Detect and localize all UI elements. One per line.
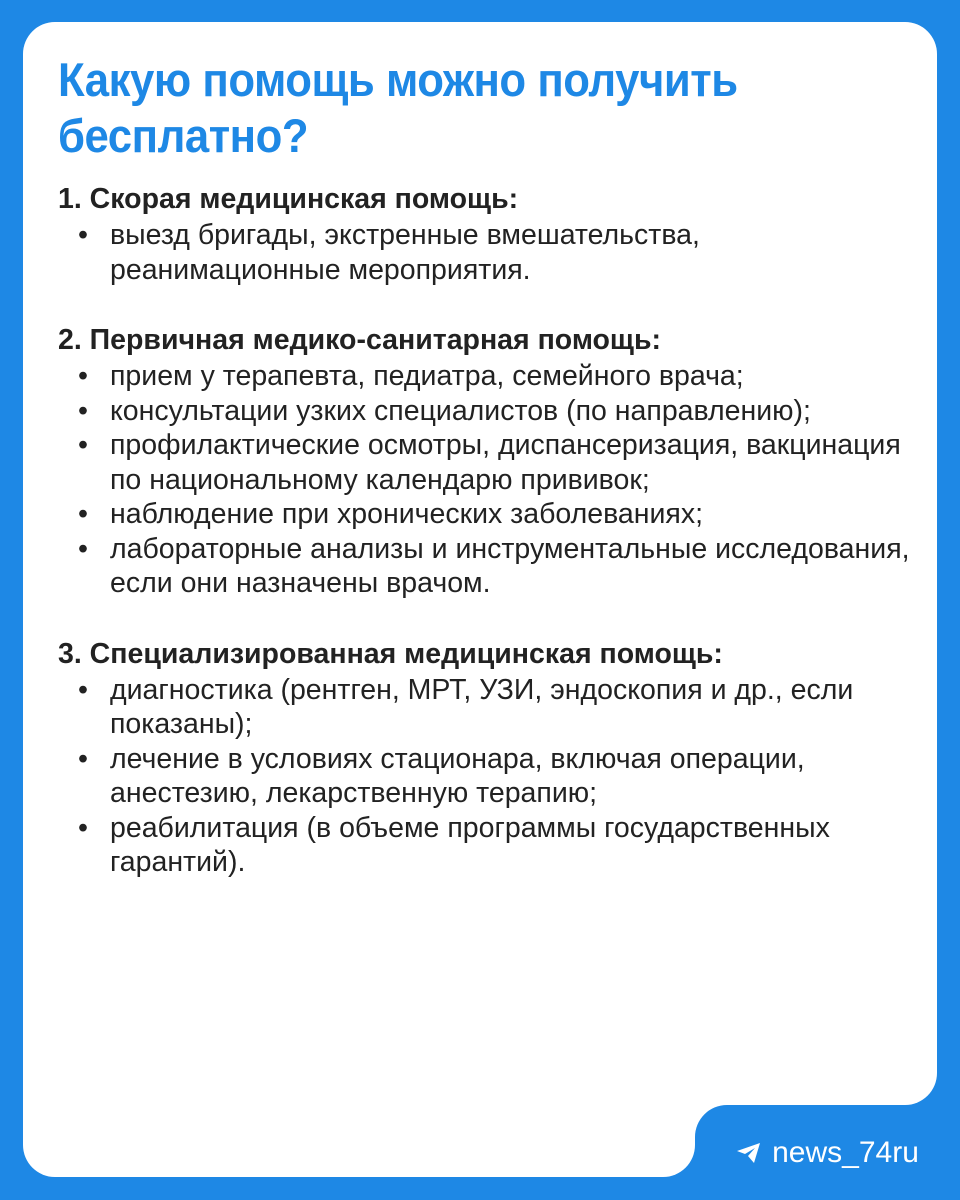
bullet-icon: • xyxy=(78,219,88,251)
channel-badge[interactable] xyxy=(695,1105,960,1200)
list-item-text: прием у терапевта, педиатра, семейного врача; xyxy=(110,360,744,392)
section xyxy=(58,180,918,287)
bullet-icon: • xyxy=(78,742,88,775)
section xyxy=(58,635,918,880)
list-item xyxy=(58,428,918,497)
list-item-text: диагностика (рентген, МРТ, УЗИ, эндоскопия и др., если показаны); xyxy=(110,673,854,740)
list-item xyxy=(58,673,918,742)
list-item-text: наблюдение при хронических заболеваниях; xyxy=(110,498,704,530)
bullet-list xyxy=(58,359,918,601)
list-item-text: выезд бригады, экстренные вмешательства, реанимационные мероприятия. xyxy=(110,219,700,286)
list-item-text: лабораторные анализы и инструментальные исследования, если они назначены врачом. xyxy=(110,532,910,599)
list-item xyxy=(58,532,918,601)
page-title: Какую помощь можно получить бесплатно? xyxy=(58,53,738,162)
bullet-icon: • xyxy=(78,394,88,427)
section-heading: 2. Первичная медико-санитарная помощь: xyxy=(58,324,661,356)
list-item-text: консультации узких специалистов (по направлению); xyxy=(110,394,811,427)
telegram-icon xyxy=(736,1142,762,1164)
list-item-text: лечение в условиях стационара, включая операции, анестезию, лекарственную терапию; xyxy=(110,742,805,809)
list-item-text: реабилитация (в объеме программы государственных гарантий). xyxy=(110,811,830,878)
badge-corner-curve xyxy=(905,1073,937,1105)
list-item xyxy=(58,359,918,394)
list-item xyxy=(58,742,918,811)
list-item xyxy=(58,394,918,429)
badge-corner-curve xyxy=(663,1145,695,1177)
section xyxy=(58,321,918,601)
list-item xyxy=(58,497,918,532)
bullet-icon: • xyxy=(78,673,88,706)
bullet-icon: • xyxy=(78,811,88,844)
list-item xyxy=(58,218,918,287)
bullet-list xyxy=(58,673,918,880)
section-heading: 1. Скорая медицинская помощь: xyxy=(58,183,519,215)
section-heading: 3. Специализированная медицинская помощь: xyxy=(58,637,723,670)
channel-name: news_74ru xyxy=(772,1135,919,1169)
list-item xyxy=(58,811,918,880)
list-item-text: профилактические осмотры, диспансеризация, вакцинация по национальному календарю прививок; xyxy=(110,429,901,496)
bullet-icon: • xyxy=(78,532,88,565)
bullet-icon: • xyxy=(78,360,88,392)
bullet-icon: • xyxy=(78,429,88,461)
content-list xyxy=(58,180,918,914)
bullet-list xyxy=(58,218,918,287)
bullet-icon: • xyxy=(78,498,88,530)
